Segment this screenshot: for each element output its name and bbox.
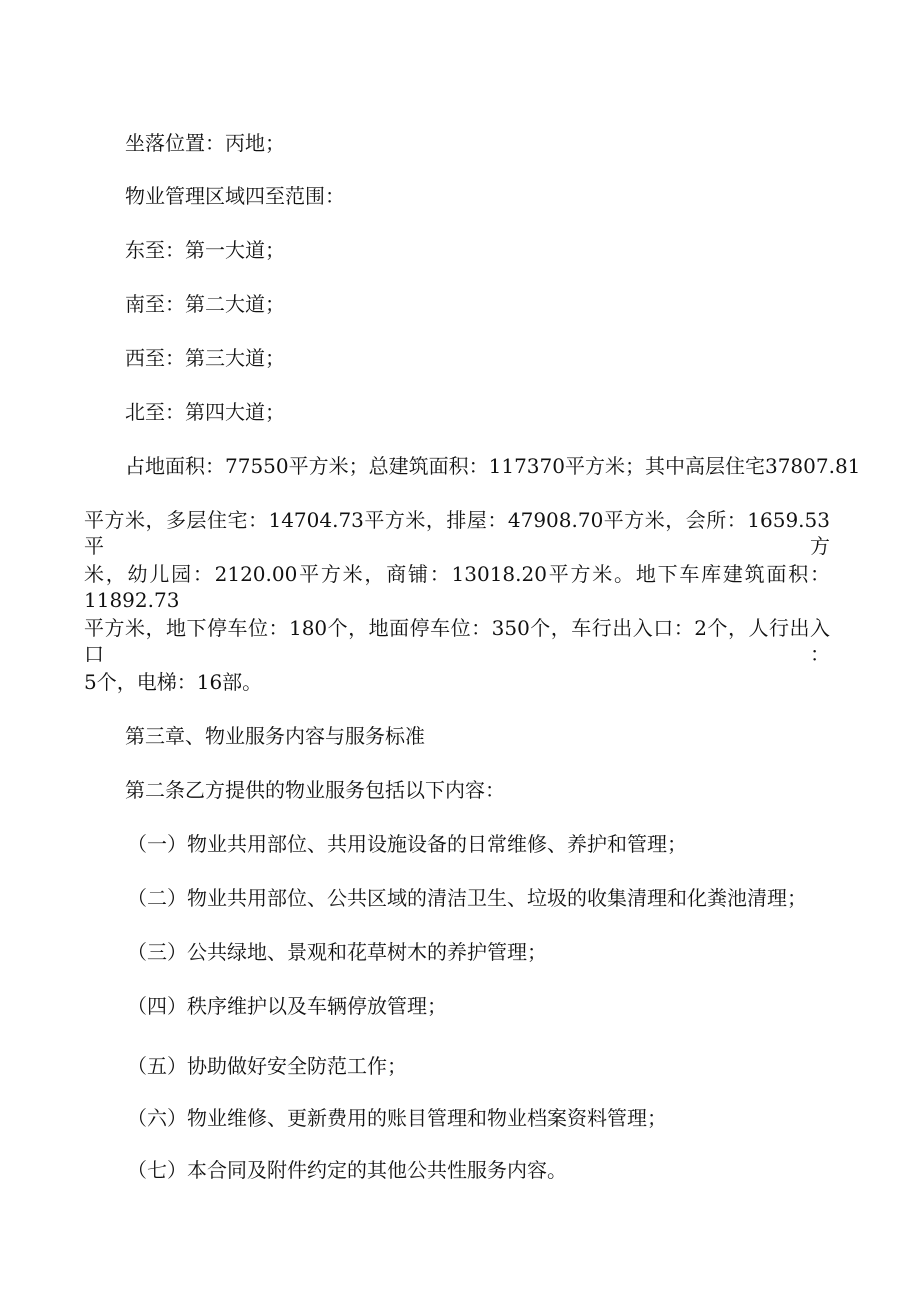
- area-paragraph-line-3: 米，幼儿园：2120.00平方米，商铺：13018.20平方米。地下车库建筑面积：11892.73: [84, 562, 830, 612]
- service-item-6: （六）物业维修、更新费用的账目管理和物业档案资料管理；: [127, 1106, 667, 1130]
- area-paragraph-line-5: 5个，电梯：16部。: [84, 670, 263, 694]
- area-paragraph-line-4: 平方米，地下停车位：180个，地面停车位：350个，车行出入口：2个，人行出入口：: [84, 616, 830, 666]
- boundary-east: 东至：第一大道；: [125, 238, 285, 262]
- location-line: 坐落位置：丙地；: [125, 131, 285, 155]
- article-heading: 第二条乙方提供的物业服务包括以下内容：: [125, 778, 505, 802]
- service-item-5: （五）协助做好安全防范工作；: [127, 1054, 407, 1078]
- service-item-3: （三）公共绿地、景观和花草树木的养护管理；: [127, 940, 547, 964]
- service-item-1: （一）物业共用部位、共用设施设备的日常维修、养护和管理；: [127, 832, 687, 856]
- boundary-south: 南至：第二大道；: [125, 292, 285, 316]
- service-item-4: （四）秩序维护以及车辆停放管理；: [127, 994, 447, 1018]
- boundary-north: 北至：第四大道；: [125, 400, 285, 424]
- area-paragraph-line-2: 平方米，多层住宅：14704.73平方米，排屋：47908.70平方米，会所：1659.53平方: [84, 508, 830, 558]
- boundary-west: 西至：第三大道；: [125, 346, 285, 370]
- area-paragraph-line-1: 占地面积：77550平方米；总建筑面积：117370平方米；其中高层住宅37807.81: [125, 454, 861, 478]
- service-item-7: （七）本合同及附件约定的其他公共性服务内容。: [127, 1158, 567, 1182]
- chapter-heading: 第三章、物业服务内容与服务标准: [125, 724, 425, 748]
- service-item-2: （二）物业共用部位、公共区域的清洁卫生、垃圾的收集清理和化粪池清理；: [127, 886, 807, 910]
- boundary-heading: 物业管理区域四至范围：: [125, 184, 345, 208]
